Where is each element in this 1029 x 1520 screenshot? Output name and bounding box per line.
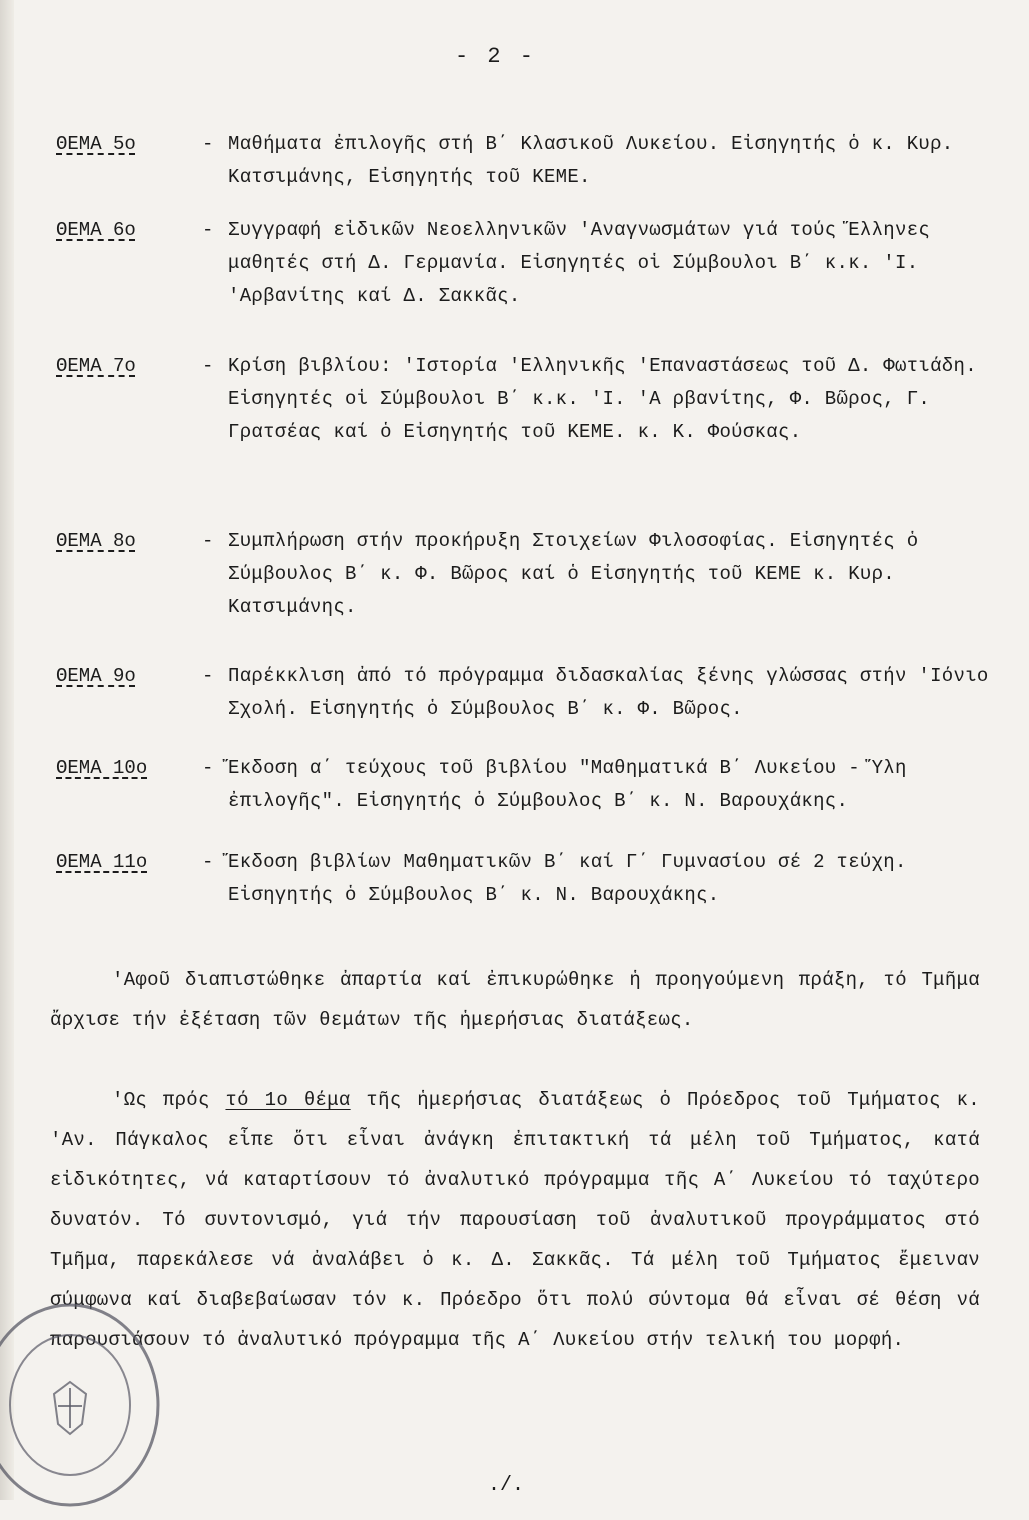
topic-label: ΘΕΜΑ 5ο — [56, 133, 136, 155]
paragraph-text: 'Αφοῦ διαπιστώθηκε ἀπαρτία καί ἐπικυρώθηκε ἡ προηγούμενη πράξη, τό Τμῆμα ἄρχισε τήν ἐξέταση τῶν θεμάτων τῆς ἡμερήσιας διατάξεως. — [50, 969, 980, 1031]
topic-dash: - — [202, 219, 214, 241]
topic-dash: - — [202, 665, 214, 687]
topic-dash: - — [202, 757, 214, 779]
topic-label: ΘΕΜΑ 11ο — [56, 851, 148, 873]
binding-edge — [0, 0, 14, 1500]
topic-text: Συγγραφή εἰδικῶν Νεοελληνικῶν 'Αναγνωσμάτων γιά τούς Ἕλληνες μαθητές στή Δ. Γερμανία. Εἰσηγητές οἱ Σύμβουλοι Β΄ κ.κ. 'Ι. 'Αρβανίτης καί Δ. Σακκᾶς. — [228, 219, 931, 307]
paragraph-text-before: 'Ως πρός — [112, 1089, 226, 1111]
topic-item — [56, 128, 996, 194]
paragraph-topic-one — [50, 1080, 980, 1360]
continuation-mark: ./. — [488, 1474, 525, 1497]
topic-item — [56, 660, 996, 726]
topic-label: ΘΕΜΑ 6ο — [56, 219, 136, 241]
paragraph-text-after: τῆς ἡμερήσιας διατάξεως ὁ Πρόεδρος τοῦ Τμήματος κ. 'Αν. Πάγκαλος εἶπε ὅτι εἶναι ἀνάγκη ἐπιτακτική τά μέλη τοῦ Τμήματος, κατά εἰδικότητες, νά καταρτίσουν τό ἀναλυτικό πρόγραμμα τῆς Α΄ Λυκείου τό ταχύτερο δυνατόν. Τό συντονισμό, γιά τήν παρουσίαση τοῦ ἀναλυτικοῦ προγράμματος στό Τμῆμα, παρεκάλεσε νά ἀναλάβει ὁ κ. Δ. Σακκᾶς. Τά μέλη τοῦ Τμήματος ἔμειναν σύμφωνα καί διαβεβαίωσαν τόν κ. Πρόεδρο ὅτι πολύ σύντομα θά εἶναι σέ θέση νά παρουσιάσουν τό ἀναλυτικό πρόγραμμα τῆς Α΄ Λυκείου στήν τελική του μορφή. — [50, 1089, 980, 1351]
paragraph-quorum — [50, 960, 980, 1040]
topic-text: Ἔκδοση βιβλίων Μαθηματικῶν Β΄ καί Γ΄ Γυμνασίου σέ 2 τεύχη. Εἰσηγητής ὁ Σύμβουλος Β΄ κ. Ν. Βαρουχάκης. — [228, 851, 907, 906]
topic-item — [56, 350, 996, 449]
underlined-topic-ref: τό 1ο θέμα — [225, 1089, 351, 1111]
topic-label: ΘΕΜΑ 9ο — [56, 665, 136, 687]
topic-dash: - — [202, 851, 214, 873]
topic-dash: - — [202, 530, 214, 552]
topic-text: Μαθήματα ἐπιλογῆς στή Β΄ Κλασικοῦ Λυκείου. Εἰσηγητής ὁ κ. Κυρ. Κατσιμάνης, Εἰσηγητής τοῦ ΚΕΜΕ. — [228, 133, 954, 188]
topic-item — [56, 752, 996, 818]
topic-text: Ἔκδοση α΄ τεύχους τοῦ βιβλίου "Μαθηματικά Β΄ Λυκείου - Ὕλη ἐπιλογῆς". Εἰσηγητής ὁ Σύμβουλος Β΄ κ. Ν. Βαρουχάκης. — [228, 757, 907, 812]
topic-text: Κρίση βιβλίου: 'Ιστορία 'Ελληνικῆς 'Επαναστάσεως τοῦ Δ. Φωτιάδη. Εἰσηγητές οἱ Σύμβουλοι Β΄ κ.κ. 'Ι. 'Α ρβανίτης, Φ. Βῶρος, Γ. Γρατσέας καί ὁ Εἰσηγητής τοῦ ΚΕΜΕ. κ. Κ. Φούσκας. — [228, 355, 977, 443]
topic-label: ΘΕΜΑ 7ο — [56, 355, 136, 377]
topic-label: ΘΕΜΑ 10ο — [56, 757, 148, 779]
topic-item — [56, 846, 996, 912]
topic-dash: - — [202, 133, 214, 155]
topic-dash: - — [202, 355, 214, 377]
topic-text: Συμπλήρωση στήν προκήρυξη Στοιχείων Φιλοσοφίας. Εἰσηγητές ὁ Σύμβουλος Β΄ κ. Φ. Βῶρος καί ὁ Εἰσηγητής τοῦ ΚΕΜΕ κ. Κυρ. Κατσιμάνης. — [228, 530, 919, 618]
topic-item — [56, 525, 996, 624]
topic-item — [56, 214, 996, 313]
state-seal-icon — [0, 1290, 170, 1520]
topic-label: ΘΕΜΑ 8ο — [56, 530, 136, 552]
topic-text: Παρέκκλιση ἀπό τό πρόγραμμα διδασκαλίας ξένης γλώσσας στήν 'Ιόνιο Σχολή. Εἰσηγητής ὁ Σύμβουλος Β΄ κ. Φ. Βῶρος. — [228, 665, 989, 720]
page-number: - 2 - — [455, 44, 537, 69]
